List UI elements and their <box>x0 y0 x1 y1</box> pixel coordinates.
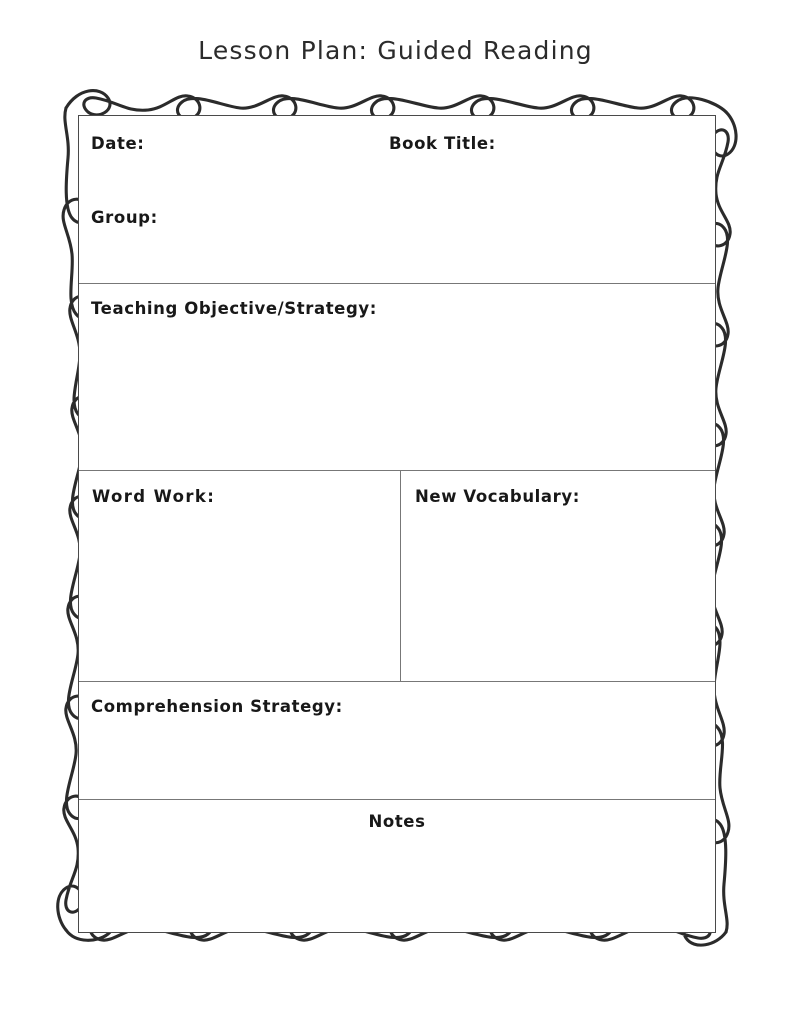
book-title-label: Book Title: <box>389 134 496 153</box>
lesson-plan-table <box>78 115 716 933</box>
group-input[interactable] <box>159 196 711 283</box>
date-label: Date: <box>91 134 145 153</box>
page-title: Lesson Plan: Guided Reading <box>198 36 593 65</box>
new-vocabulary-input[interactable] <box>401 515 715 681</box>
row-comprehension-strategy <box>79 682 715 800</box>
comprehension-strategy-input[interactable] <box>79 726 715 799</box>
book-title-input[interactable] <box>479 116 711 176</box>
notes-label: Notes <box>368 812 426 831</box>
word-work-cell <box>79 471 401 681</box>
teaching-objective-label: Teaching Objective/Strategy: <box>91 299 377 318</box>
word-work-input[interactable] <box>79 515 400 681</box>
row-header-info <box>79 116 715 284</box>
teaching-objective-input[interactable] <box>79 328 715 470</box>
date-input[interactable] <box>149 116 369 176</box>
new-vocabulary-label: New Vocabulary: <box>415 487 580 506</box>
notes-input[interactable] <box>79 844 715 932</box>
row-word-work-vocabulary <box>79 471 715 682</box>
group-label: Group: <box>91 208 158 227</box>
comprehension-strategy-label: Comprehension Strategy: <box>91 697 343 716</box>
row-teaching-objective <box>79 284 715 471</box>
new-vocabulary-cell <box>401 471 715 681</box>
word-work-label: Word Work: <box>92 487 216 506</box>
row-notes <box>79 800 715 932</box>
